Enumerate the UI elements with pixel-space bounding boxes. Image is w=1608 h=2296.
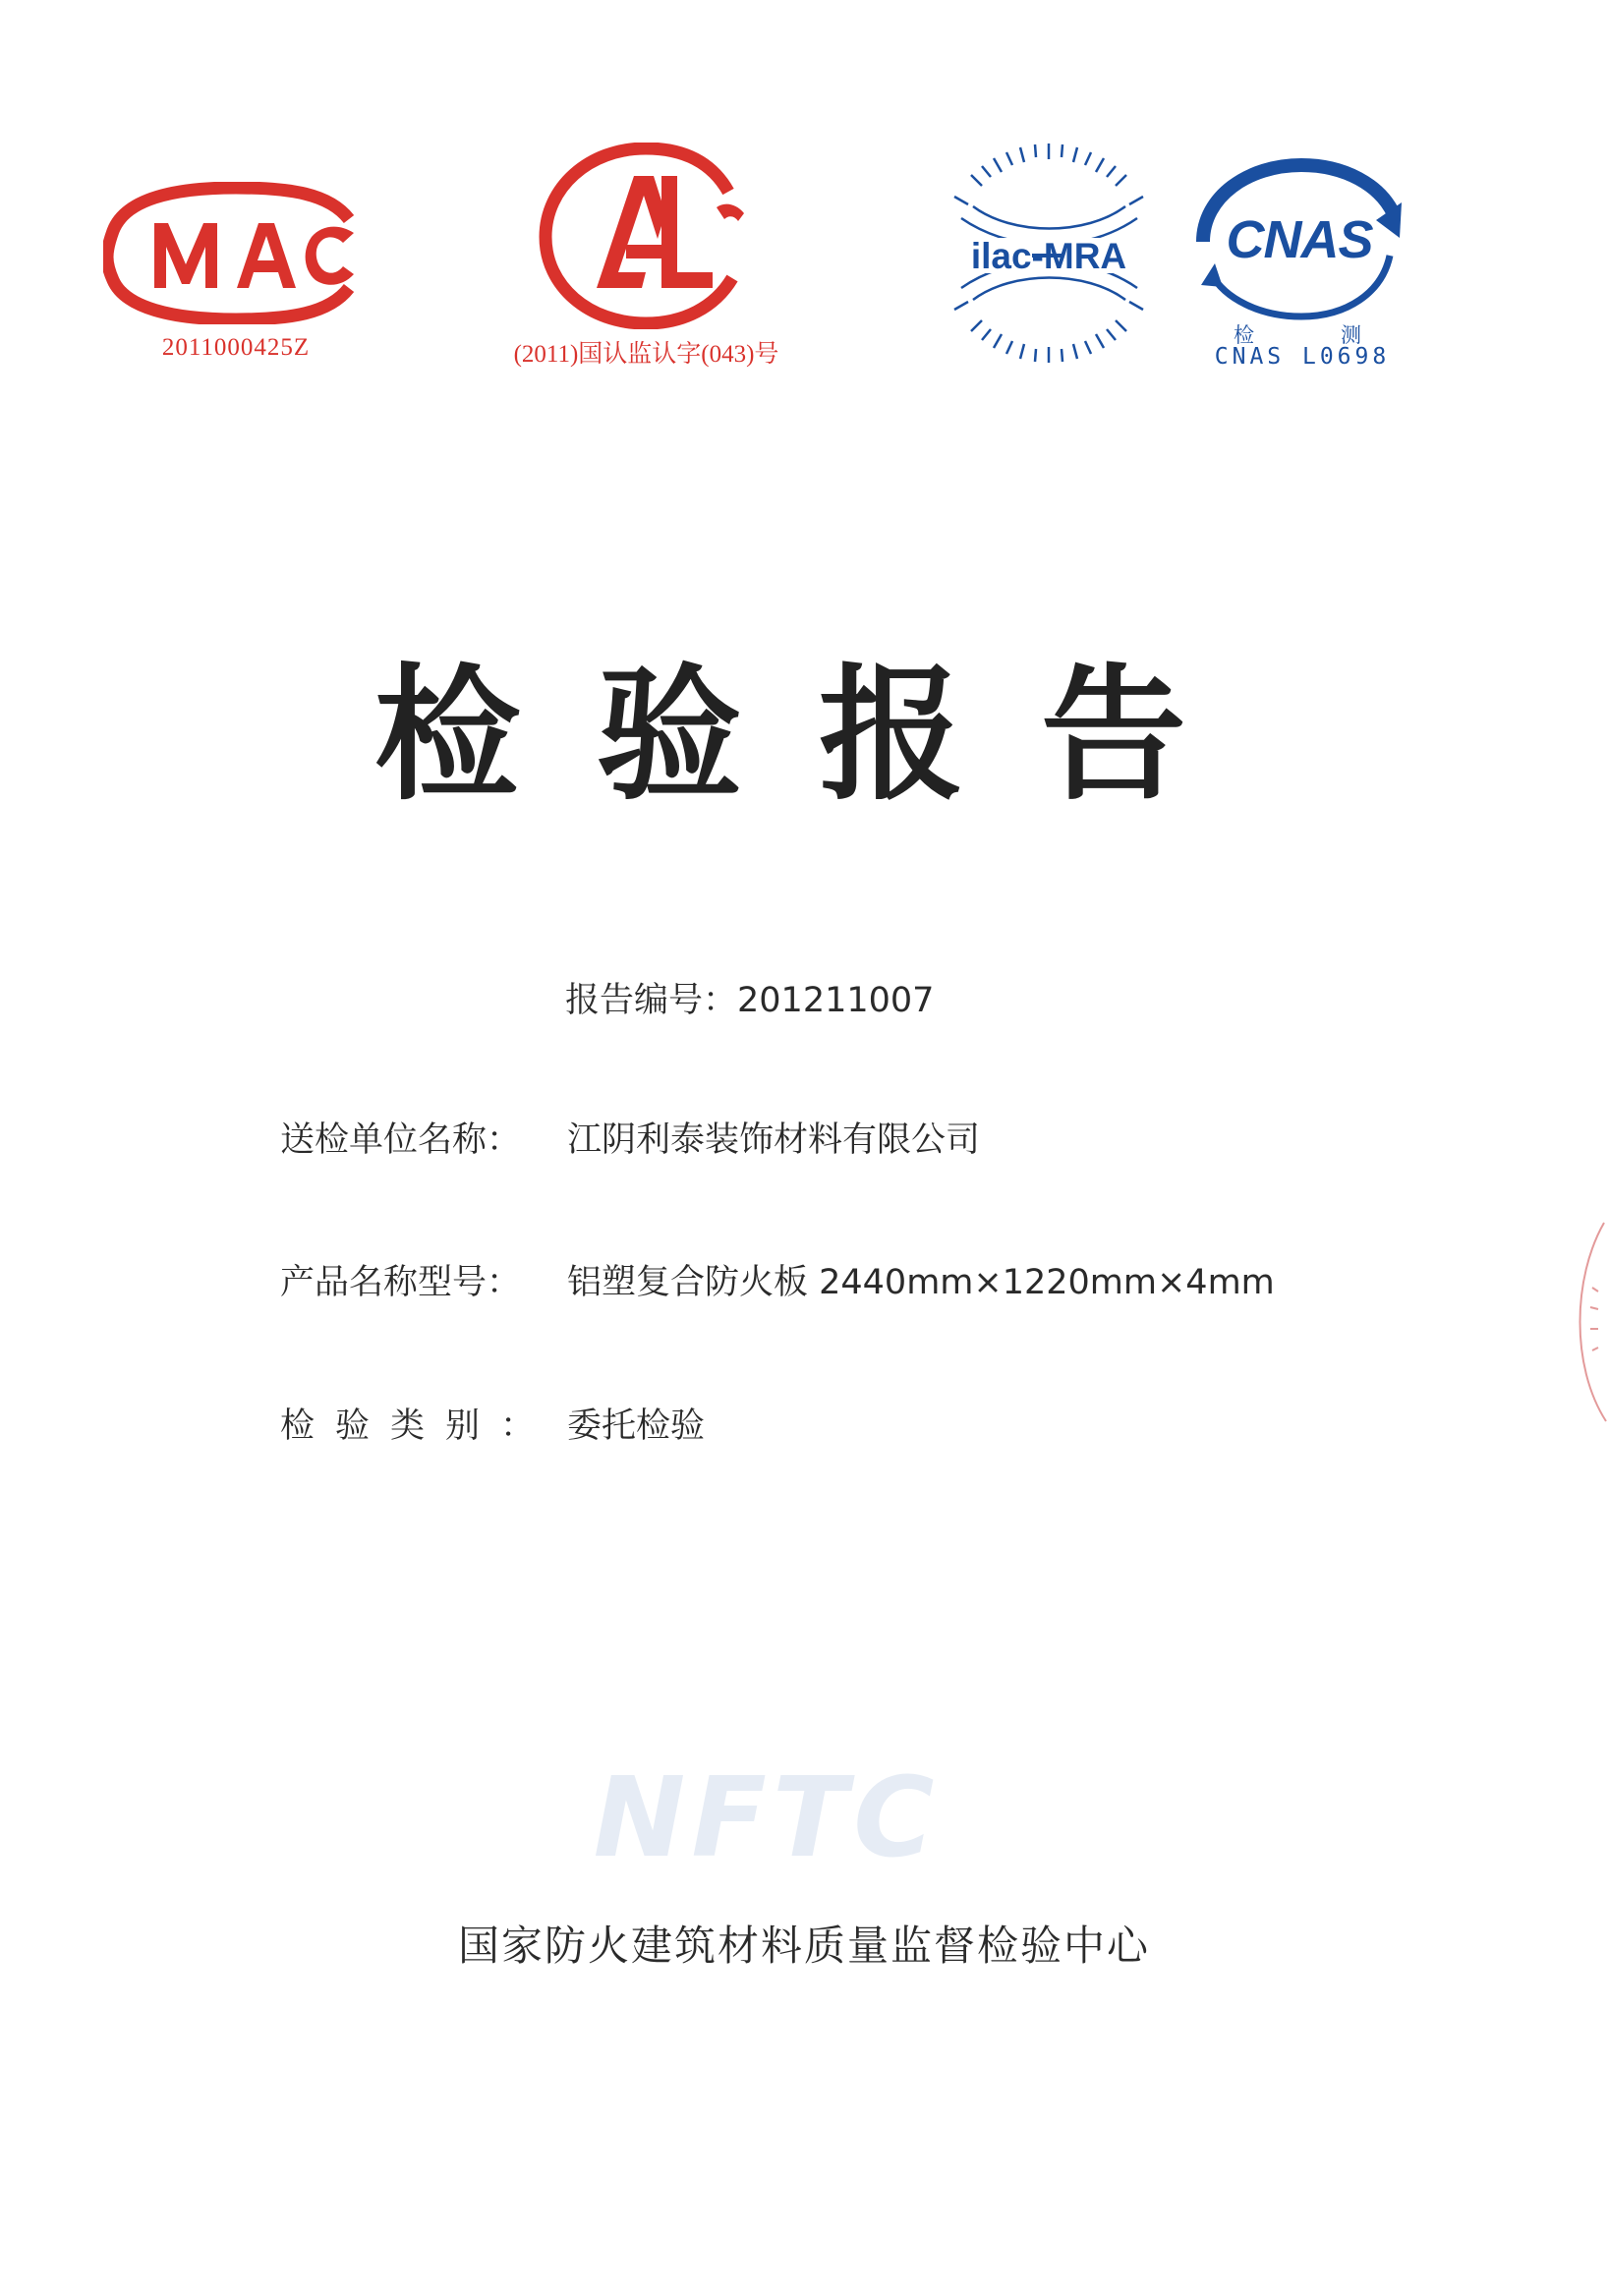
field-label: 产品名称型号： <box>280 1263 522 1302</box>
ilac-mra-logo-icon <box>934 138 1165 369</box>
report-number-label: 报告编号： <box>565 981 738 1020</box>
field-value: 江阴利泰装饰材料有限公司 <box>567 1120 981 1160</box>
cnas-sub-left: 检 <box>1234 323 1254 347</box>
cma-code: 2011000425Z <box>161 334 311 361</box>
issuing-organization: 国家防火建筑材料质量监督检验中心 <box>457 1922 1150 1970</box>
field-product-model <box>280 1255 1275 1304</box>
field-value: 委托检验 <box>567 1406 706 1446</box>
nftc-watermark: NFTC <box>593 1754 941 1882</box>
report-number <box>565 973 934 1022</box>
svg-text:ilac-MRA: ilac-MRA <box>970 236 1127 276</box>
field-inspection-type <box>280 1399 705 1448</box>
cma-logo-icon <box>103 182 369 324</box>
document-title: 检验报告 <box>374 651 1263 820</box>
field-value: 铝塑复合防火板 2440mm×1220mm×4mm <box>567 1263 1275 1302</box>
stamp-edge-icon <box>1553 1219 1608 1425</box>
field-submitting-unit <box>280 1113 980 1162</box>
cal-logo-icon <box>536 143 757 329</box>
cnas-sub-right: 测 <box>1341 323 1361 347</box>
cnas-logo-icon <box>1179 147 1415 339</box>
field-label: 检验类别： <box>280 1406 556 1446</box>
svg-text:CNAS: CNAS <box>1226 210 1373 269</box>
cnas-code: CNAS L0698 <box>1214 344 1391 370</box>
field-label: 送检单位名称： <box>280 1120 522 1160</box>
cal-code: (2011)国认监认字(043)号 <box>513 341 779 368</box>
report-number-value: 201211007 <box>737 981 935 1020</box>
